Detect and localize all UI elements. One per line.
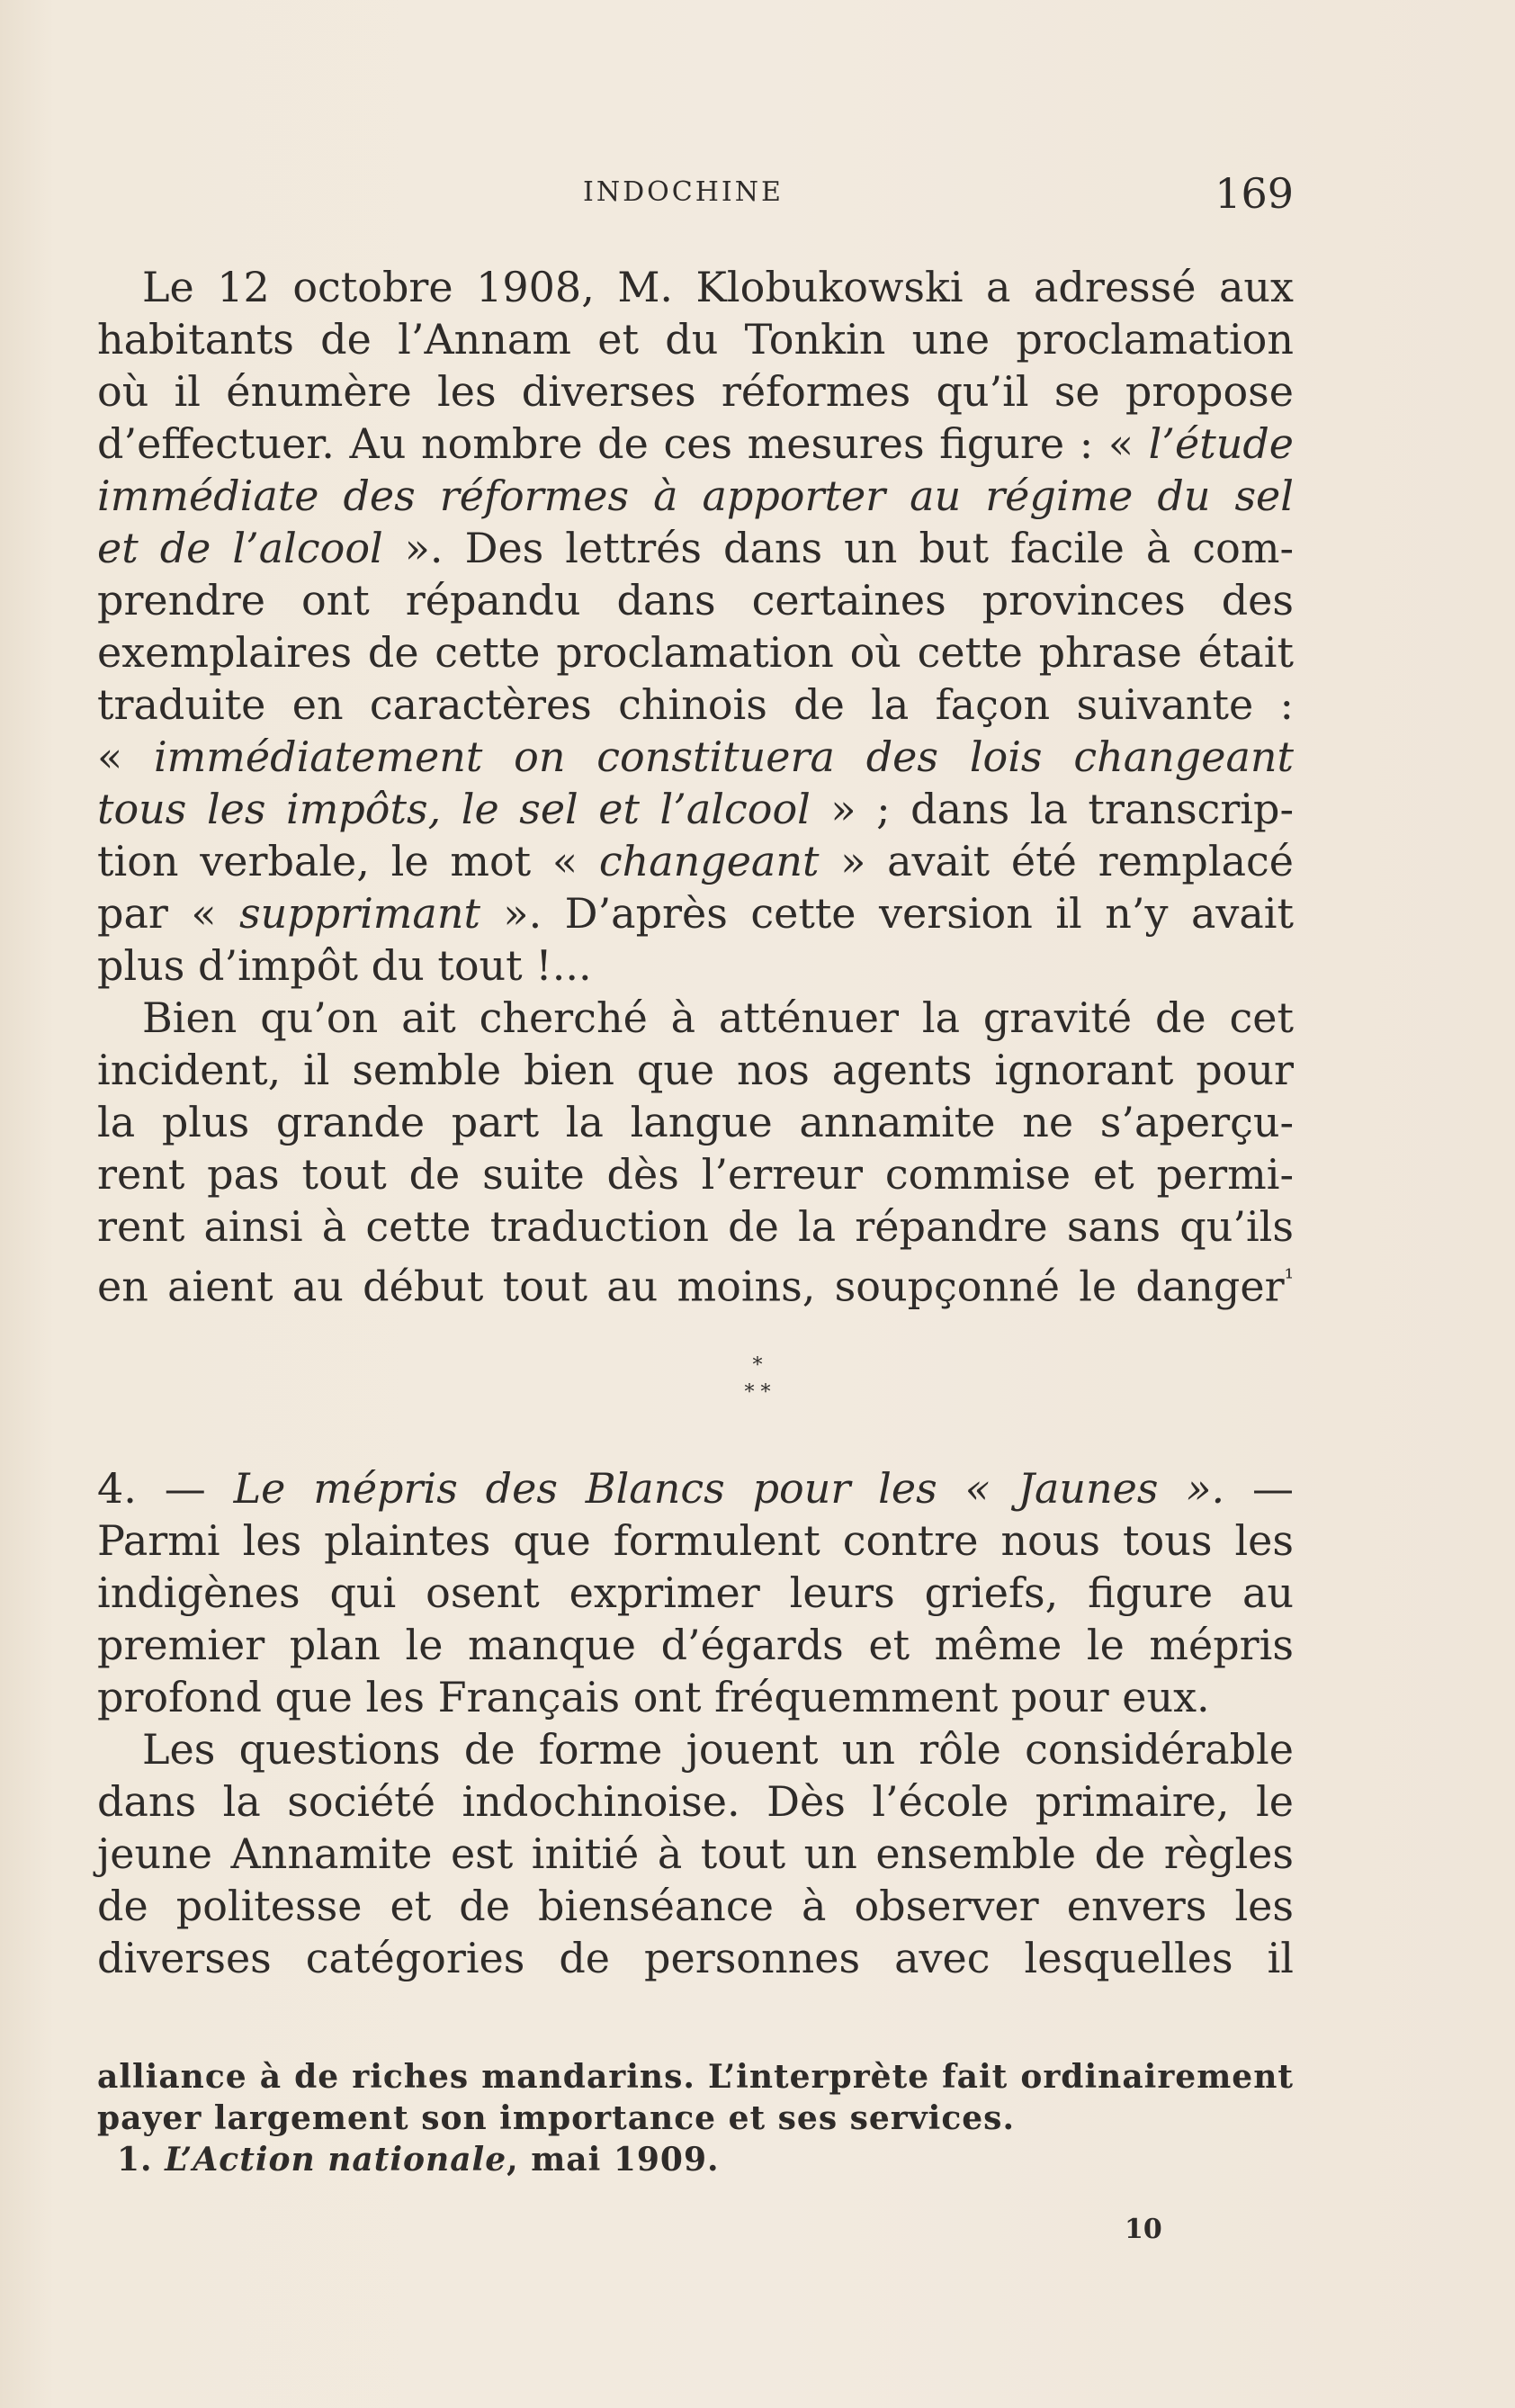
text-line: exemplaires de cette proclamation où cette phrase était — [97, 628, 1294, 677]
text-line: diverses catégories de personnes avec lesquelles il — [97, 1934, 1294, 1982]
text-line: habitants de l’Annam et du Tonkin une proclamation — [97, 315, 1294, 364]
text-line: de politesse et de bienséance à observer envers les — [97, 1882, 1294, 1930]
text-line: « immédiatement on constituera des lois changeant — [97, 732, 1294, 781]
text-line: incident, il semble bien que nos agents ignorant pour — [97, 1046, 1294, 1094]
footnote-line: payer largement son importance et ses services. — [97, 2099, 1015, 2137]
running-head: INDOCHINE — [583, 176, 784, 208]
text-line: et de l’alcool ». Des lettrés dans un but facile à com- — [97, 524, 1294, 572]
text-line: la plus grande part la langue annamite ne s’aperçu- — [97, 1098, 1294, 1146]
footnote-line: alliance à de riches mandarins. L’interprète fait ordinairement — [97, 2058, 1294, 2096]
text-line: Bien qu’on ait cherché à atténuer la gravité de cet — [142, 993, 1294, 1042]
separator-bottom: * * — [744, 1381, 771, 1404]
signature-mark: 10 — [1125, 2214, 1162, 2245]
text-line: traduite en caractères chinois de la façon suivante : — [97, 680, 1294, 729]
text-line: prendre ont répandu dans certaines provinces des — [97, 576, 1294, 624]
text-line: d’effectuer. Au nombre de ces mesures figure : « l’étude — [97, 419, 1294, 468]
page-number: 169 — [1215, 169, 1294, 218]
text-line: plus d’impôt du tout !... — [97, 941, 592, 990]
footnote-line: 1. L’Action nationale, mai 1909. — [117, 2141, 720, 2179]
text-line: Parmi les plaintes que formulent contre nous tous les — [97, 1516, 1294, 1565]
text-line: dans la société indochinoise. Dès l’école primaire, le — [97, 1777, 1294, 1826]
text-line: où il énumère les diverses réformes qu’il se propose — [97, 367, 1294, 416]
footnote-marker: ¹ — [1284, 1265, 1294, 1292]
text-line: Les questions de forme jouent un rôle considérable — [142, 1725, 1294, 1774]
text-line: par « supprimant ». D’après cette version il n’y avait — [97, 889, 1294, 938]
text-line: rent pas tout de suite dès l’erreur commise et permi- — [97, 1150, 1294, 1199]
text-line: profond que les Français ont fréquemment pour eux. — [97, 1673, 1210, 1721]
text-line: jeune Annamite est initié à tout un ensemble de règles — [97, 1829, 1294, 1878]
text-line: immédiate des réformes à apporter au régime du sel — [97, 472, 1294, 520]
text-line: indigènes qui osent exprimer leurs griefs, figure au — [97, 1568, 1294, 1617]
text-line: tous les impôts, le sel et l’alcool » ; dans la transcrip- — [97, 785, 1295, 833]
text-line: rent ainsi à cette traduction de la répandre sans qu’ils — [97, 1202, 1294, 1251]
text-line: tion verbale, le mot « changeant » avait été remplacé — [97, 837, 1294, 885]
section-heading: 4. — Le mépris des Blancs pour les « Jaunes ». — — [97, 1464, 1294, 1513]
text-line: Le 12 octobre 1908, M. Klobukowski a adressé aux — [142, 263, 1294, 311]
text-line: en aient au début tout au moins, soupçonné le danger$^{^1}$ — [97, 1262, 1294, 1311]
separator-top: * — [752, 1354, 763, 1377]
page-header — [97, 169, 1294, 218]
text-line: premier plan le manque d’égards et même le mépris — [97, 1621, 1294, 1669]
